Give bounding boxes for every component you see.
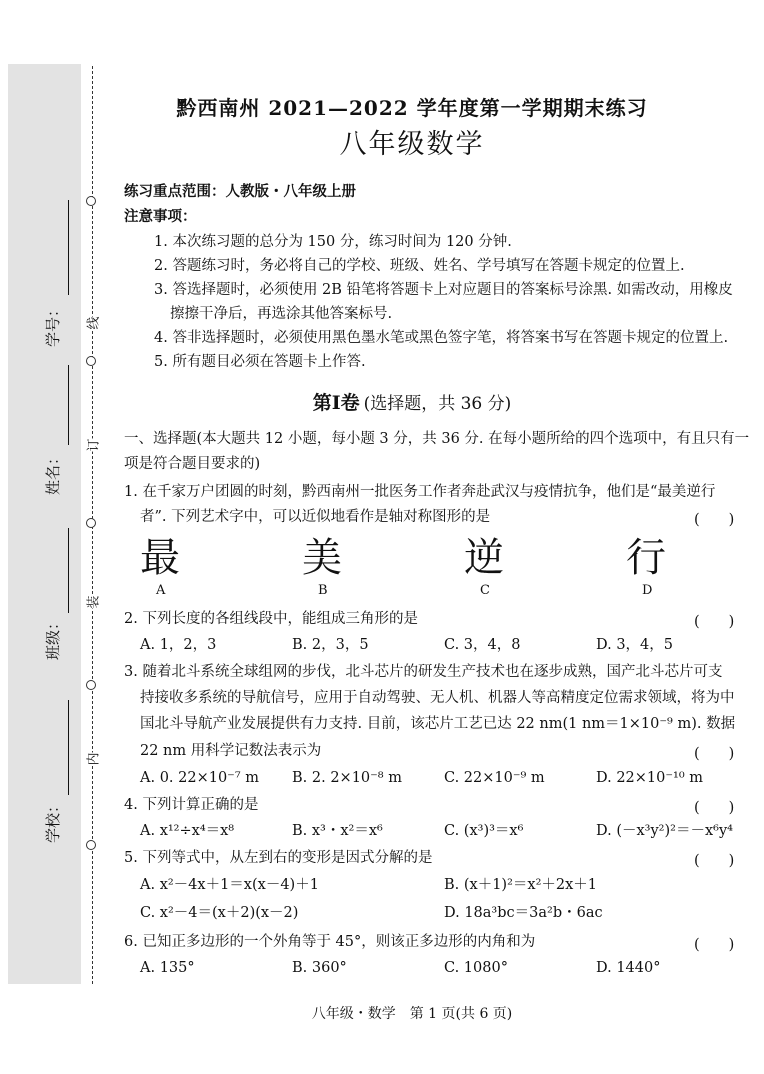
exam-title: 黔西南州 2021—2022 学年度第一学期期末练习 bbox=[176, 96, 648, 120]
answer-paren: ( ) bbox=[694, 853, 735, 869]
cut-word: 线 bbox=[86, 316, 102, 330]
option-letter: D bbox=[642, 583, 653, 598]
answer-paren: ( ) bbox=[694, 512, 735, 528]
cut-word: 内 bbox=[86, 752, 102, 766]
section-title: 第Ⅰ卷 (选择题，共 36 分) bbox=[312, 392, 512, 414]
part-instruction: 一、选择题(本大题共 12 小题，每小题 3 分，共 36 分. 在每小题所给的四个选项中，有且只有一 bbox=[124, 431, 750, 447]
option: C. x²－4＝(x＋2)(x－2) bbox=[140, 905, 299, 921]
option: A. x¹²÷x⁴＝x⁸ bbox=[140, 823, 235, 839]
note-item: 1. 本次练习题的总分为 150 分，练习时间为 120 分钟. bbox=[154, 234, 512, 250]
student-id-field[interactable] bbox=[68, 200, 69, 295]
option-char: 逆 bbox=[464, 535, 504, 581]
binding-hole bbox=[86, 518, 96, 528]
question-5: 5. 下列等式中，从左到右的变形是因式分解的是 bbox=[124, 850, 433, 866]
option: C. 22×10⁻⁹ m bbox=[444, 770, 545, 786]
option: C. (x³)³＝x⁶ bbox=[444, 823, 524, 839]
name-label: 姓名： bbox=[44, 449, 63, 496]
option: B. 2，3，5 bbox=[292, 637, 369, 653]
answer-paren: ( ) bbox=[694, 614, 735, 630]
exam-subject: 八年级数学 bbox=[339, 129, 485, 160]
option-letter: B bbox=[318, 583, 328, 598]
binding-hole bbox=[86, 196, 96, 206]
option-char: 美 bbox=[302, 535, 342, 581]
school-field[interactable] bbox=[68, 700, 69, 795]
question-2: 2. 下列长度的各组线段中，能组成三角形的是 bbox=[124, 611, 418, 627]
option: A. 135° bbox=[140, 960, 195, 976]
question-1: 者”. 下列艺术字中，可以近似地看作是轴对称图形的是 bbox=[140, 509, 491, 525]
note-item: 2. 答题练习时，务必将自己的学校、班级、姓名、学号填写在答题卡规定的位置上. bbox=[154, 258, 685, 274]
question-3: 国北斗导航产业发展提供有力支持. 目前，该芯片工艺已达 22 nm(1 nm＝1×10⁻⁹ m). 数据 bbox=[140, 716, 736, 732]
option: A. 0. 22×10⁻⁷ m bbox=[140, 770, 260, 786]
option: B. x³・x²＝x⁶ bbox=[292, 823, 383, 839]
option: B. 2. 2×10⁻⁸ m bbox=[292, 770, 402, 786]
question-1: 1. 在千家万户团圆的时刻，黔西南州一批医务工作者奔赴武汉与疫情抗争，他们是“最美逆行 bbox=[124, 484, 716, 500]
option: C. 1080° bbox=[444, 960, 508, 976]
part-instruction: 项是符合题目要求的) bbox=[124, 456, 261, 472]
option: D. (－x³y²)²＝－x⁶y⁴ bbox=[596, 823, 733, 839]
binding-hole bbox=[86, 840, 96, 850]
cut-word: 订 bbox=[86, 438, 102, 452]
option: D. 3，4，5 bbox=[596, 637, 674, 653]
option: D. 1440° bbox=[596, 960, 661, 976]
note-item: 4. 答非选择题时，必须使用黑色墨水笔或黑色签字笔，将答案书写在答题卡规定的位置上. bbox=[154, 330, 729, 346]
question-4: 4. 下列计算正确的是 bbox=[124, 797, 259, 813]
option: B. (x＋1)²＝x²＋2x＋1 bbox=[444, 877, 598, 893]
cut-word: 装 bbox=[86, 595, 102, 609]
answer-paren: ( ) bbox=[694, 800, 735, 816]
option: A. x²－4x＋1＝x(x－4)＋1 bbox=[140, 877, 319, 893]
option-char: 行 bbox=[626, 535, 666, 581]
option-char: 最 bbox=[140, 535, 180, 581]
class-label: 班级： bbox=[44, 614, 63, 661]
note-item: 3. 答选择题时，必须使用 2B 铅笔将答题卡上对应题目的答案标号涂黑. 如需改动，用橡皮 bbox=[154, 282, 733, 298]
note-item: 擦擦干净后，再选涂其他答案标号. bbox=[170, 306, 393, 322]
binding-hole bbox=[86, 680, 96, 690]
question-3: 持接收多系统的导航信号，应用于自动驾驶、无人机、机器人等高精度定位需求领域，将为中 bbox=[140, 690, 735, 706]
binding-hole bbox=[86, 356, 96, 366]
note-item: 5. 所有题目必须在答题卡上作答. bbox=[154, 354, 366, 370]
question-6: 6. 已知正多边形的一个外角等于 45°，则该正多边形的内角和为 bbox=[124, 934, 536, 950]
option: B. 360° bbox=[292, 960, 347, 976]
answer-paren: ( ) bbox=[694, 937, 735, 953]
student-id-label: 学号： bbox=[44, 301, 63, 348]
option-letter: C bbox=[480, 583, 490, 598]
option: A. 1，2，3 bbox=[140, 637, 217, 653]
class-field[interactable] bbox=[68, 528, 69, 613]
question-3: 22 nm 用科学记数法表示为 bbox=[140, 743, 322, 759]
scope-text: 练习重点范围：人教版・八年级上册 bbox=[124, 183, 356, 200]
notes-heading: 注意事项： bbox=[124, 208, 197, 225]
option: C. 3，4，8 bbox=[444, 637, 521, 653]
answer-paren: ( ) bbox=[694, 746, 735, 762]
page-footer: 八年级・数学 第 1 页(共 6 页) bbox=[311, 1006, 513, 1022]
school-label: 学校： bbox=[44, 797, 63, 844]
question-3: 3. 随着北斗系统全球组网的步伐，北斗芯片的研发生产技术也在逐步成熟，国产北斗芯片可支 bbox=[124, 664, 723, 680]
binding-margin bbox=[8, 64, 81, 984]
option: D. 22×10⁻¹⁰ m bbox=[596, 770, 704, 786]
option: D. 18a³bc＝3a²b・6ac bbox=[444, 905, 603, 921]
option-letter: A bbox=[156, 583, 166, 598]
